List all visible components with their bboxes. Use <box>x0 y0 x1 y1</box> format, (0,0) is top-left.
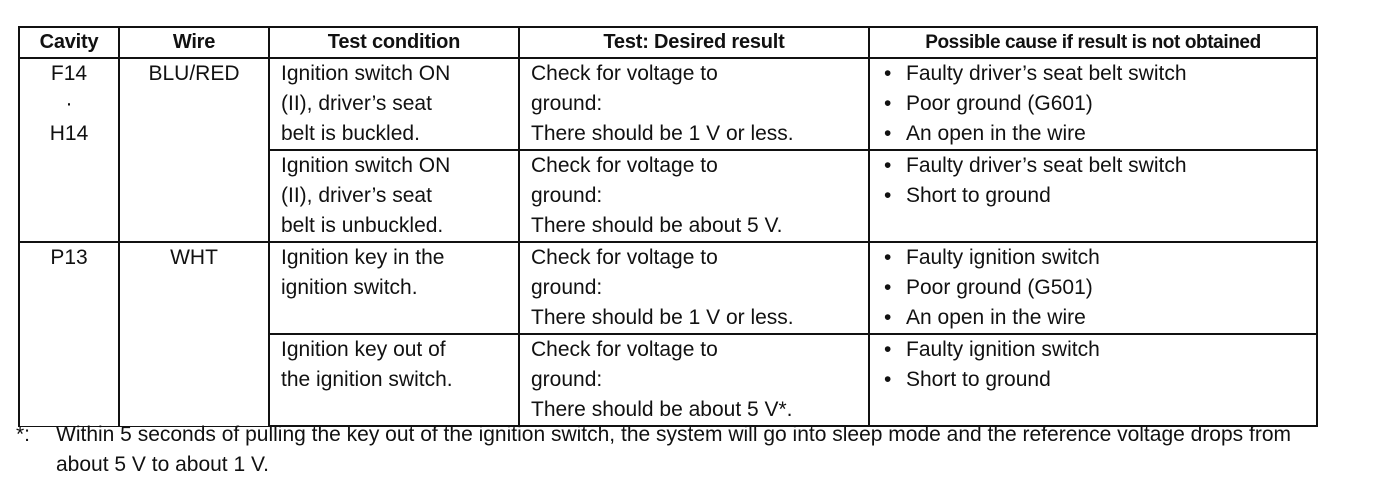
desired-result-cell <box>519 242 869 334</box>
cause-item <box>884 59 1316 89</box>
desired-result-cell <box>519 58 869 150</box>
result-line: There should be about 5 V. <box>531 214 783 237</box>
bullet-icon: • <box>884 62 892 85</box>
test-condition-cell: Ignition switch ON (II), driver’s seat belt is buckled. <box>269 58 519 150</box>
header-wire: Wire <box>119 27 269 58</box>
table-row <box>19 242 1317 334</box>
bullet-icon: • <box>884 184 892 207</box>
possible-cause-cell <box>869 242 1317 334</box>
cause-item <box>884 89 1316 119</box>
test-condition-cell: Ignition switch ON (II), driver’s seat belt is unbuckled. <box>269 150 519 242</box>
header-cavity: Cavity <box>19 27 119 58</box>
diagnostic-table <box>18 26 1318 427</box>
result-line: ground: <box>531 184 603 207</box>
possible-cause-cell <box>869 334 1317 426</box>
wire-cell: WHT <box>119 242 269 426</box>
result-line: There should be about 5 V*. <box>531 398 793 421</box>
cause-item <box>884 243 1316 273</box>
test-condition-cell: Ignition key in the ignition switch. <box>269 242 519 334</box>
footnote-text: Within 5 seconds of pulling the key out of the ignition switch, the system will go into sleep mode and the reference voltage drops from about 5 V to about 1 V. <box>56 423 1292 476</box>
result-line: Check for voltage to <box>531 154 718 177</box>
result-line: Check for voltage to <box>531 246 718 269</box>
result-line: There should be 1 V or less. <box>531 306 794 329</box>
desired-result-cell <box>519 150 869 242</box>
bullet-icon: • <box>884 246 892 269</box>
cause-text: Short to ground <box>906 184 1051 207</box>
possible-cause-cell <box>869 58 1317 150</box>
cavity-cell <box>19 242 119 426</box>
test-condition-cell: Ignition key out of the ignition switch. <box>269 334 519 426</box>
cause-text: Short to ground <box>906 368 1051 391</box>
result-line: ground: <box>531 92 603 115</box>
bullet-icon: • <box>884 154 892 177</box>
result-line: Check for voltage to <box>531 338 718 361</box>
cavity-label: F14 <box>50 62 88 85</box>
result-line: ground: <box>531 368 603 391</box>
result-line: ground: <box>531 276 603 299</box>
result-line: There should be 1 V or less. <box>531 122 794 145</box>
wire-cell: BLU/RED <box>119 58 269 242</box>
possible-cause-cell <box>869 150 1317 242</box>
footnote <box>16 420 1356 480</box>
header-test-condition: Test condition <box>269 27 519 58</box>
bullet-icon: • <box>884 368 892 391</box>
cause-text: An open in the wire <box>906 306 1086 329</box>
header-desired-result: Test: Desired result <box>519 27 869 58</box>
cavity-label: H14 <box>49 122 89 145</box>
desired-result-cell <box>519 334 869 426</box>
cause-text: Poor ground (G601) <box>906 92 1093 115</box>
result-line: Check for voltage to <box>531 62 718 85</box>
cause-item <box>884 181 1316 211</box>
bullet-icon: • <box>884 92 892 115</box>
table-row <box>19 58 1317 150</box>
bullet-icon: • <box>884 122 892 145</box>
header-possible-cause: Possible cause if result is not obtained <box>869 27 1317 58</box>
footnote-marker: *: <box>16 423 31 446</box>
cause-text: Faulty ignition switch <box>906 338 1100 361</box>
cause-text: An open in the wire <box>906 122 1086 145</box>
bullet-icon: • <box>884 338 892 361</box>
cavity-cell <box>19 58 119 242</box>
cavity-label: P13 <box>50 246 88 269</box>
cause-item <box>884 119 1316 149</box>
cause-text: Faulty ignition switch <box>906 246 1100 269</box>
cause-item <box>884 303 1316 333</box>
bullet-icon: • <box>884 306 892 329</box>
table-header-row <box>19 27 1317 58</box>
cause-item <box>884 273 1316 303</box>
cause-item <box>884 365 1316 395</box>
cause-item <box>884 335 1316 365</box>
bullet-icon: • <box>884 276 892 299</box>
cause-item <box>884 151 1316 181</box>
cause-text: Faulty driver’s seat belt switch <box>906 62 1187 85</box>
cause-text: Poor ground (G501) <box>906 276 1093 299</box>
cavity-range-dot: · <box>65 92 73 115</box>
cause-text: Faulty driver’s seat belt switch <box>906 154 1187 177</box>
